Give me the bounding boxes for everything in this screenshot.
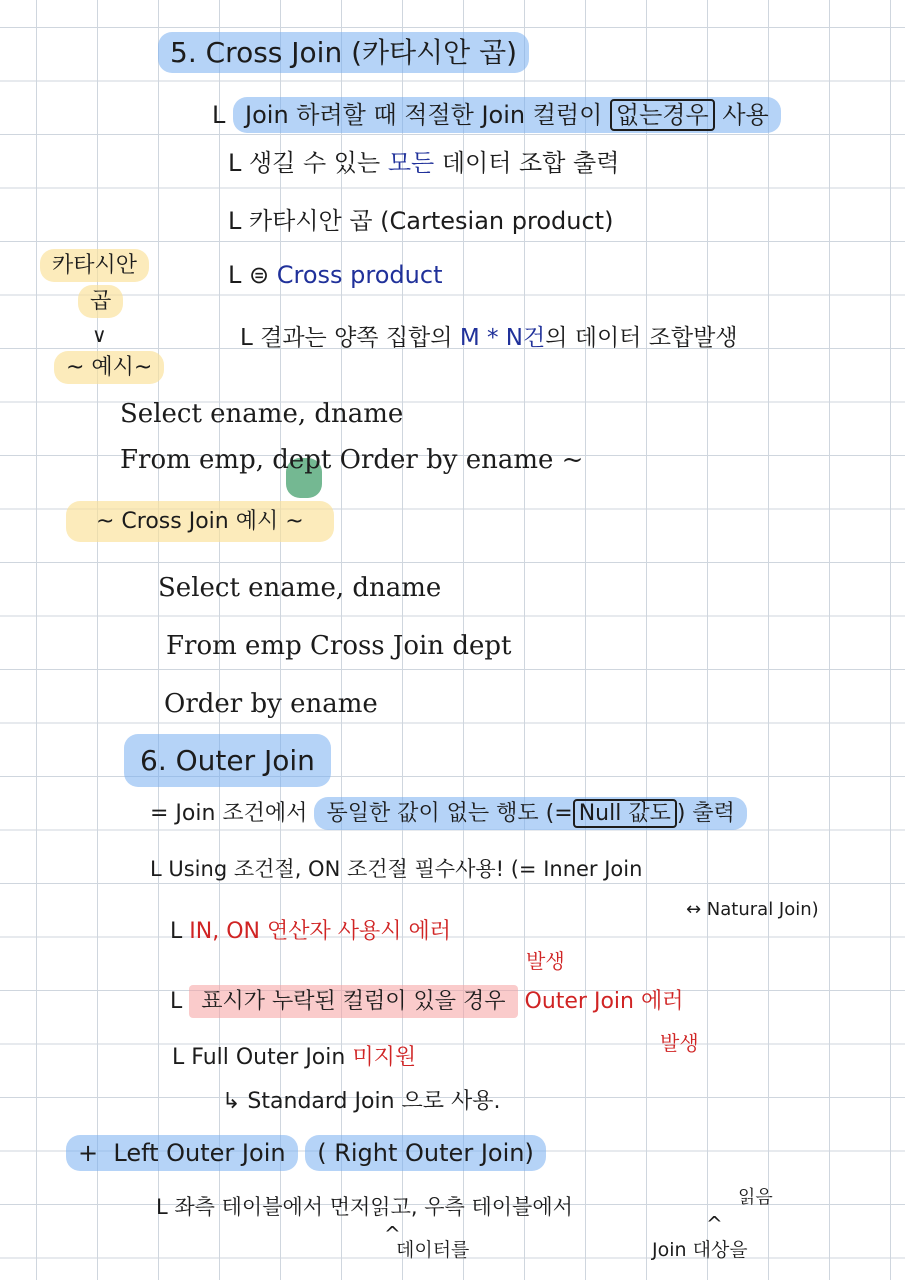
section-6-title: 6. Outer Join <box>124 746 331 777</box>
left-outer-join-highlight: + Left Outer Join <box>66 1135 298 1171</box>
section-6-line-2b: ↔ Natural Join) <box>686 899 819 920</box>
section-6-line-5: L Full Outer Join 미지원 <box>172 1045 417 1070</box>
left-outer-join-line-1: L 좌측 테이블에서 먼저읽고, 우측 테이블에서 <box>156 1195 573 1219</box>
section-5-title: 5. Cross Join (카타시안 곱) <box>158 38 529 69</box>
section-6-line-3-cont: 발생 <box>526 949 565 973</box>
section-5-line-4: L ⊜ Cross product <box>228 261 443 289</box>
section-6-line-6: ↳ Standard Join 으로 사용. <box>222 1089 501 1114</box>
margin-note: 카타시안 <box>40 254 149 278</box>
section-6-line-4-cont: 발생 <box>660 1031 699 1055</box>
left-outer-join-note: 읽음 <box>738 1187 773 1208</box>
example-2-label: ~ Cross Join 예시 ~ <box>66 510 334 534</box>
caret-insert-icon: ^ <box>384 1222 401 1246</box>
caret-insert-icon: ^ <box>706 1212 723 1236</box>
insert-note-data: 데이터를 <box>396 1239 470 1261</box>
section-6-line-4: L 표시가 누락된 컬럼이 있을 경우 Outer Join 에러 <box>170 990 683 1014</box>
example-1-code-line-2: From emp, dept Order by ename ~ <box>120 445 584 475</box>
section-6-line-1: = Join 조건에서 동일한 값이 없는 행도 (= Null 값도 ) 출력 <box>150 802 747 826</box>
section-5-line-2: L 생길 수 있는 모든 데이터 조합 출력 <box>228 149 620 177</box>
example-2-code-line-3: Order by ename <box>164 689 378 719</box>
example-2-code-line-1: Select ename, dname <box>158 573 442 603</box>
example-1-label: ~ 예시~ <box>54 356 164 380</box>
section-6-line-1-highlight: 동일한 값이 없는 행도 (= Null 값도 ) 출력 <box>314 797 746 830</box>
example-1-code-line-1: Select ename, dname <box>120 399 404 429</box>
left-outer-join-title: + Left Outer Join ( Right Outer Join) <box>66 1140 546 1166</box>
null-value-boxed: Null 값도 <box>573 799 677 828</box>
insert-note-join: Join 대상을 <box>652 1239 748 1261</box>
section-5-line-1-highlight: Join 하려할 때 적절한 Join 컬럼이 없는경우 사용 <box>233 97 781 133</box>
section-5-line-1: L Join 하려할 때 적절한 Join 컬럼이 없는경우 사용 <box>212 102 781 128</box>
section-5-line-3: L 카타시안 곱 (Cartesian product) <box>228 207 614 235</box>
section-5-line-5: L 결과는 양쪽 집합의 M * N건의 데이터 조합발생 <box>240 325 738 351</box>
example-2-code-line-2: From emp Cross Join dept <box>166 631 512 661</box>
check-mark: ∨ <box>92 323 107 347</box>
section-6-line-3: L IN, ON 연산자 사용시 에러 <box>170 919 451 944</box>
section-6-line-2: L Using 조건절, ON 조건절 필수사용! (= Inner Join <box>150 857 643 881</box>
no-column-boxed: 없는경우 <box>610 99 715 131</box>
margin-note-line-2: 곱 <box>78 290 123 314</box>
